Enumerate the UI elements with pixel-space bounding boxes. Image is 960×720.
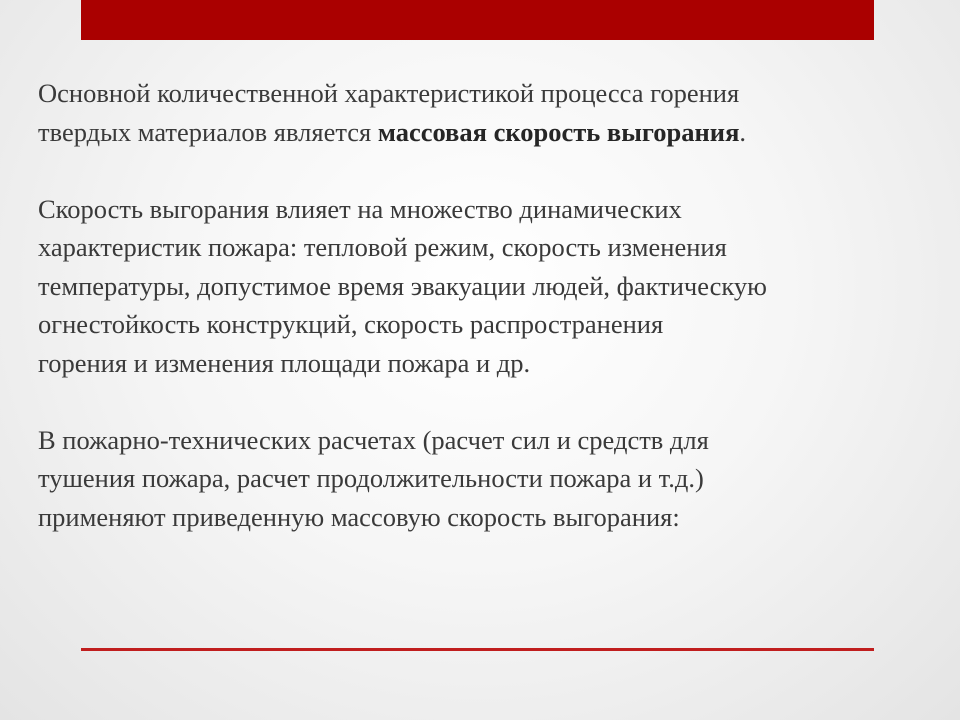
bottom-divider bbox=[81, 648, 874, 651]
top-accent-bar bbox=[81, 0, 874, 40]
paragraph-definition-lead: Основной количественной характеристикой процесса горения твердых материалов является bbox=[38, 78, 740, 147]
slide-body bbox=[38, 74, 928, 536]
paragraph-definition-end: . bbox=[739, 116, 747, 147]
paragraph-calculations: В пожарно-технических расчетах (расчет сил и средств для тушения пожара, расчет продолжительности пожара и т.д.) применяют приведенную массовую скорость выгорания: bbox=[38, 424, 709, 532]
paragraph-influence: Скорость выгорания влияет на множество динамических характеристик пожара: тепловой режим, скорость изменения температуры, допустимое время эвакуации людей, фактическую огнестойкость конструкций, скорость распространения горения и изменения площади пожара и др. bbox=[38, 193, 767, 378]
paragraph-definition bbox=[38, 74, 928, 151]
key-term: массовая скорость выгорания bbox=[377, 116, 740, 147]
